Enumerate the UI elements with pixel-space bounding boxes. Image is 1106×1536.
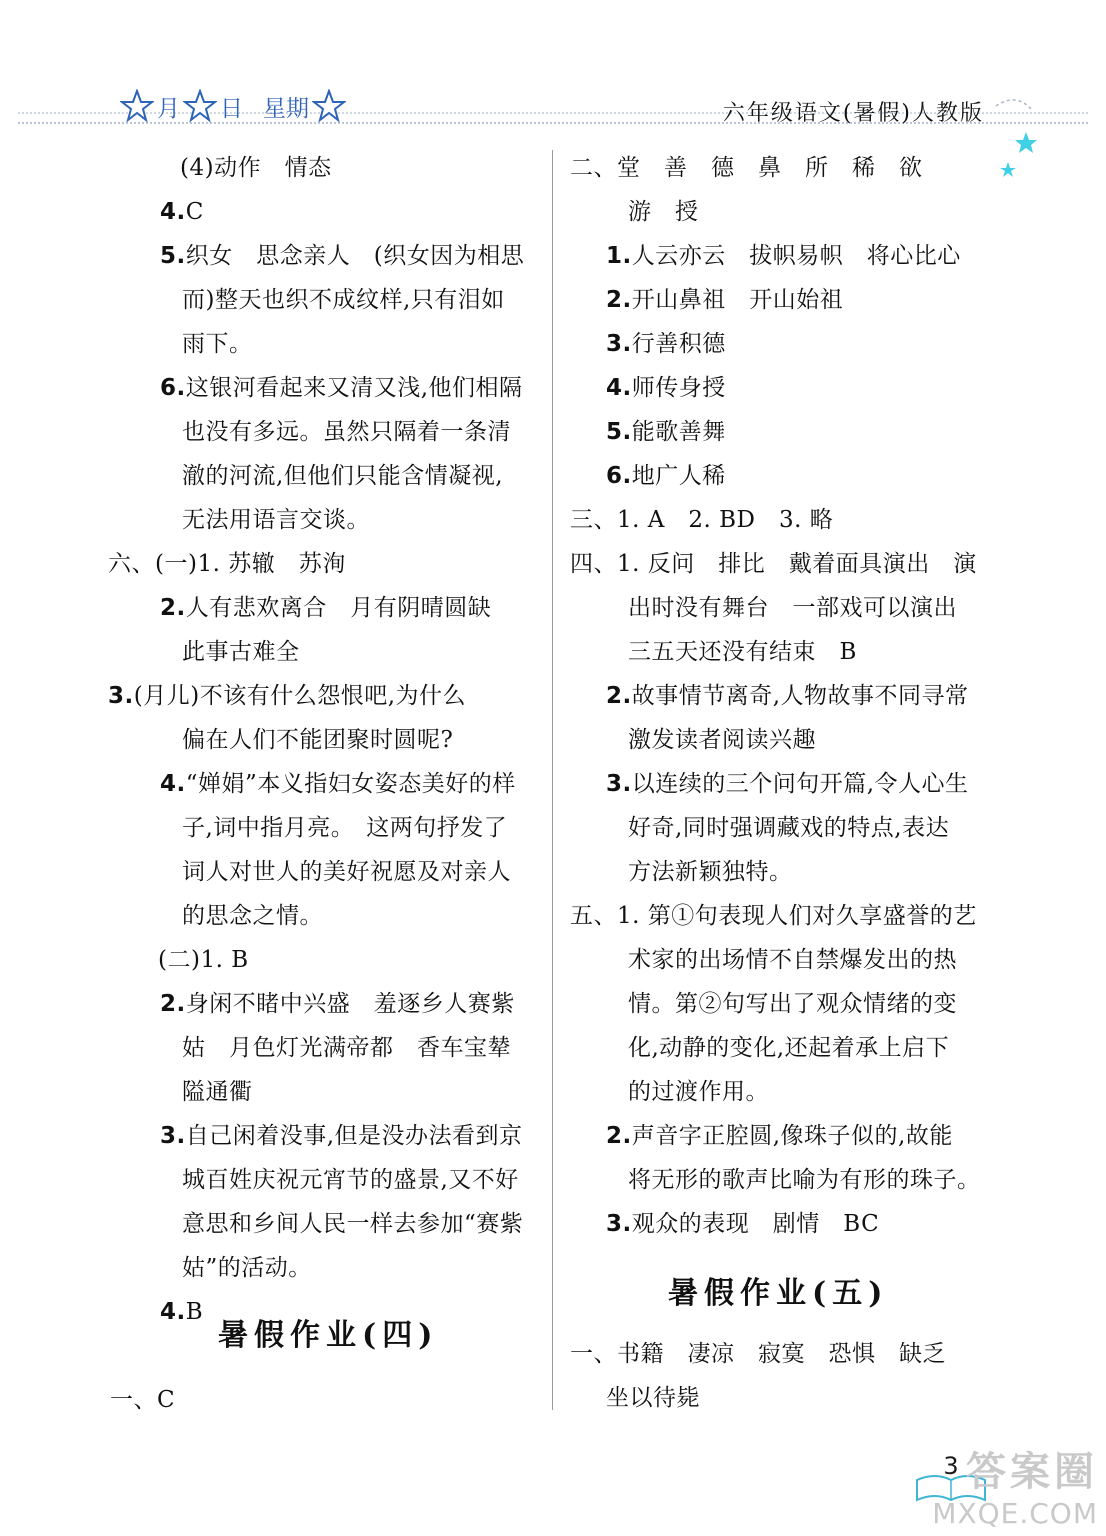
answer-line bbox=[628, 1026, 949, 1070]
answer-line bbox=[160, 366, 523, 410]
answer-text: 隘通衢 bbox=[182, 1079, 253, 1105]
answer-line bbox=[606, 454, 726, 498]
answer-line bbox=[628, 982, 957, 1026]
item-number: 4. bbox=[160, 771, 186, 797]
item-number: 6. bbox=[160, 375, 186, 401]
answer-line bbox=[180, 146, 332, 190]
answer-line bbox=[182, 454, 503, 498]
item-number: 2. bbox=[160, 595, 186, 621]
answer-text: 声音字正腔圆,像珠子似的,故能 bbox=[631, 1123, 953, 1149]
answer-text: 雨下。 bbox=[182, 331, 253, 357]
answer-line bbox=[628, 1070, 769, 1114]
answer-line bbox=[628, 806, 949, 850]
answer-line bbox=[182, 1070, 253, 1114]
answer-line bbox=[628, 1158, 981, 1202]
answer-line bbox=[606, 1114, 953, 1158]
answer-text: 人云亦云 拔帜易帜 将心比心 bbox=[631, 243, 961, 269]
answer-line bbox=[606, 278, 843, 322]
decorative-stars-icon bbox=[988, 96, 1044, 186]
answer-text: 无法用语言交谈。 bbox=[182, 507, 370, 533]
answer-text: 师传身授 bbox=[631, 375, 726, 401]
answer-text: 术家的出场情不自禁爆发出的热 bbox=[628, 947, 957, 973]
book-title: 六年级语文(暑假)人教版 bbox=[722, 101, 984, 126]
answer-line bbox=[606, 1202, 879, 1246]
item-number: 2. bbox=[606, 683, 632, 709]
answer-text: 词人对世人的美好祝愿及对亲人 bbox=[182, 859, 511, 885]
answer-line bbox=[628, 586, 957, 630]
answer-text: 游 授 bbox=[628, 199, 699, 225]
answer-text: 开山鼻祖 开山始祖 bbox=[631, 287, 844, 313]
answer-line bbox=[182, 630, 300, 674]
answer-line bbox=[628, 630, 857, 674]
answer-line bbox=[570, 146, 923, 190]
item-number: 3. bbox=[606, 1211, 632, 1237]
answer-line bbox=[570, 894, 977, 938]
answer-text: 姑”的活动。 bbox=[182, 1255, 312, 1281]
answer-line bbox=[606, 322, 726, 366]
answer-line bbox=[160, 982, 515, 1026]
answer-text: 偏在人们不能团聚时圆呢? bbox=[182, 727, 454, 753]
answer-line bbox=[628, 718, 816, 762]
answer-line bbox=[182, 1246, 312, 1290]
answer-line bbox=[628, 190, 699, 234]
answer-text: 澈的河流,但他们只能含情凝视, bbox=[182, 463, 504, 489]
answer-line bbox=[182, 1026, 511, 1070]
item-number: 4. bbox=[160, 1299, 186, 1325]
answer-line bbox=[160, 762, 516, 806]
watermark-logo: 答案圈 bbox=[966, 1449, 1098, 1495]
answer-text: 方法新颖独特。 bbox=[628, 859, 793, 885]
item-number: 1. bbox=[606, 243, 632, 269]
star-icon bbox=[183, 89, 217, 123]
answer-line bbox=[158, 938, 249, 982]
answer-line bbox=[160, 234, 524, 278]
answer-text: 的过渡作用。 bbox=[628, 1079, 769, 1105]
answer-line bbox=[182, 498, 370, 542]
answer-line bbox=[182, 278, 505, 322]
answer-text: 情。第②句写出了观众情绪的变 bbox=[628, 991, 957, 1017]
answer-text: 身闲不睹中兴盛 羞逐乡人赛紫 bbox=[185, 991, 515, 1017]
item-number: 2. bbox=[606, 287, 632, 313]
section-title-four: 暑假作业(四) bbox=[218, 1318, 439, 1353]
answer-text: (月儿)不该有什么怨恨吧,为什么 bbox=[133, 683, 467, 709]
answer-line bbox=[182, 322, 253, 366]
item-number: 3. bbox=[606, 331, 632, 357]
answer-text: 激发读者阅读兴趣 bbox=[628, 727, 816, 753]
item-number: 2. bbox=[606, 1123, 632, 1149]
answer-text: 出时没有舞台 一部戏可以演出 bbox=[628, 595, 957, 621]
answer-text: 三、1. A 2. BD 3. 略 bbox=[570, 507, 834, 533]
answer-text: (4)动作 情态 bbox=[180, 155, 332, 181]
answer-line bbox=[182, 1202, 523, 1246]
item-number: 3. bbox=[160, 1123, 186, 1149]
answer-text: 意思和乡间人民一样去参加“赛紫 bbox=[182, 1211, 524, 1237]
answer-line bbox=[606, 674, 969, 718]
item-number: 3. bbox=[108, 683, 134, 709]
answer-line bbox=[606, 762, 969, 806]
answer-line bbox=[160, 190, 204, 234]
answer-text: 姑 月色灯光满帝都 香车宝辇 bbox=[182, 1035, 511, 1061]
answer-text: 这银河看起来又清又浅,他们相隔 bbox=[185, 375, 523, 401]
answer-text: 二、堂 善 德 鼻 所 稀 欲 bbox=[570, 155, 923, 181]
answer-line bbox=[606, 410, 726, 454]
answer-text: 能歌善舞 bbox=[631, 419, 726, 445]
date-day-label: 日 bbox=[220, 95, 243, 122]
answer-text: “婵娟”本义指妇女姿态美好的样 bbox=[185, 771, 516, 797]
answer-line bbox=[182, 1158, 519, 1202]
answer-line bbox=[606, 366, 726, 410]
answer-text: 四、1. 反问 排比 戴着面具演出 演 bbox=[570, 551, 977, 577]
answer-text: 将无形的歌声比喻为有形的珠子。 bbox=[628, 1167, 981, 1193]
answer-line bbox=[160, 1114, 523, 1158]
answer-text: 观众的表现 剧情 BC bbox=[631, 1211, 880, 1237]
answer-text: 三五天还没有结束 B bbox=[628, 639, 857, 665]
answer-text: 的思念之情。 bbox=[182, 903, 323, 929]
answer-text: 地广人稀 bbox=[631, 463, 726, 489]
answer-line bbox=[160, 586, 491, 630]
answer-line bbox=[182, 410, 511, 454]
answer-text: 人有悲欢离合 月有阴晴圆缺 bbox=[185, 595, 492, 621]
answer-text: B bbox=[185, 1299, 204, 1325]
answer-text: 行善积德 bbox=[631, 331, 726, 357]
item-number: 3. bbox=[606, 771, 632, 797]
answer-text: 子,词中指月亮。 这两句抒发了 bbox=[182, 815, 508, 841]
item-number: 6. bbox=[606, 463, 632, 489]
answer-text: 自己闲着没事,但是没办法看到京 bbox=[185, 1123, 523, 1149]
answer-line bbox=[160, 1290, 203, 1334]
answer-text: 故事情节离奇,人物故事不同寻常 bbox=[631, 683, 969, 709]
item-number: 4. bbox=[160, 199, 186, 225]
answer-line: 一、书籍 凄凉 寂寞 恐惧 缺乏 bbox=[570, 1341, 946, 1367]
answer-text: 化,动静的变化,还起着承上启下 bbox=[628, 1035, 950, 1061]
answer-line: 坐以待毙 bbox=[606, 1385, 700, 1411]
answer-text: 六、(一)1. 苏辙 苏洵 bbox=[108, 551, 346, 577]
answer-text: 也没有多远。虽然只隔着一条清 bbox=[182, 419, 511, 445]
answer-line bbox=[182, 894, 323, 938]
page-number: 3 bbox=[943, 1452, 959, 1480]
page-header bbox=[0, 0, 1106, 150]
date-week-label: 星期 bbox=[263, 95, 309, 122]
answer-text: 织女 思念亲人 (织女因为相思 bbox=[185, 243, 525, 269]
answer-line bbox=[108, 674, 466, 718]
column-divider bbox=[552, 150, 553, 1410]
answer-text: 而)整天也织不成纹样,只有泪如 bbox=[182, 287, 505, 313]
answer-line bbox=[182, 718, 453, 762]
item-number: 5. bbox=[160, 243, 186, 269]
star-icon bbox=[120, 89, 154, 123]
answer-line bbox=[108, 542, 346, 586]
section-title-five: 暑假作业(五) bbox=[668, 1276, 889, 1311]
answer-text: 此事古难全 bbox=[182, 639, 300, 665]
answer-line bbox=[570, 498, 833, 542]
answer-line bbox=[182, 806, 507, 850]
answer-line: 一、C bbox=[110, 1387, 176, 1413]
item-number: 4. bbox=[606, 375, 632, 401]
answer-line bbox=[628, 850, 793, 894]
watermark bbox=[932, 1440, 1098, 1530]
answer-text: 城百姓庆祝元宵节的盛景,又不好 bbox=[182, 1167, 519, 1193]
answer-text: 好奇,同时强调藏戏的特点,表达 bbox=[628, 815, 950, 841]
item-number: 5. bbox=[606, 419, 632, 445]
answer-text: 以连续的三个问句开篇,令人心生 bbox=[631, 771, 969, 797]
date-field bbox=[120, 86, 346, 126]
star-icon bbox=[312, 89, 346, 123]
watermark-url: MXQE.COM bbox=[932, 1497, 1098, 1530]
answer-text: C bbox=[185, 199, 204, 225]
item-number: 2. bbox=[160, 991, 186, 1017]
answer-line bbox=[606, 234, 961, 278]
answer-text: (二)1. B bbox=[158, 947, 249, 973]
answer-line bbox=[182, 850, 511, 894]
answer-line bbox=[570, 542, 977, 586]
answer-text: 五、1. 第①句表现人们对久享盛誉的艺 bbox=[570, 903, 977, 929]
answer-line bbox=[628, 938, 957, 982]
date-month-label: 月 bbox=[157, 95, 180, 122]
